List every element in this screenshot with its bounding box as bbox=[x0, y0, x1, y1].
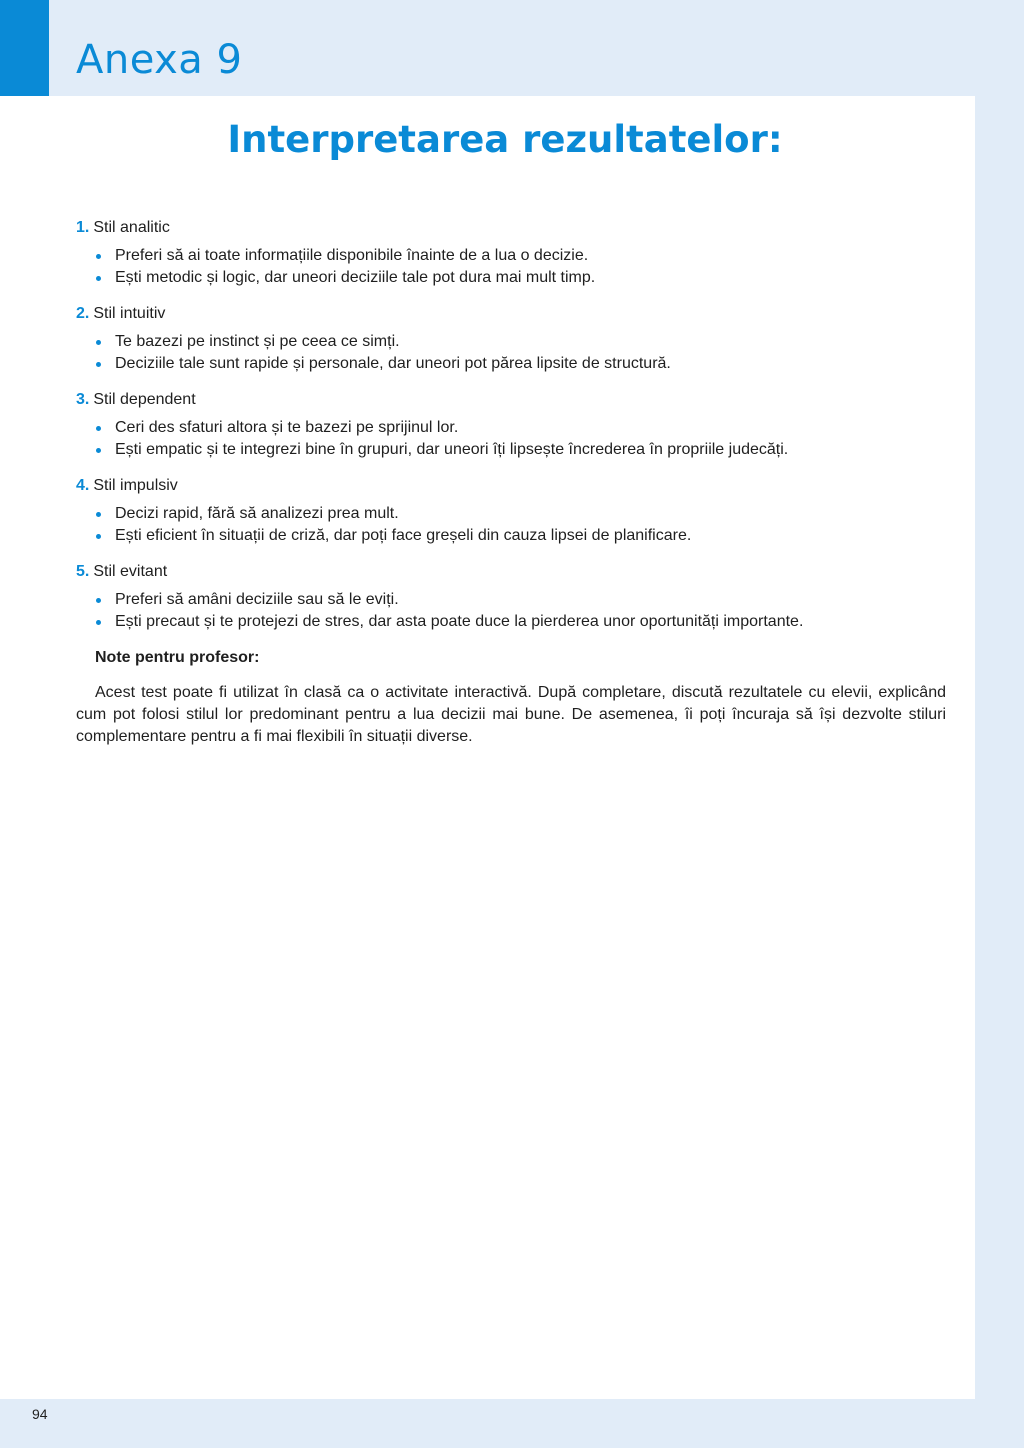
bullet-item bbox=[95, 589, 946, 611]
sections-list bbox=[76, 216, 946, 633]
bullet-dot-icon bbox=[96, 426, 101, 431]
section-title bbox=[76, 216, 946, 240]
bullet-list bbox=[76, 417, 946, 461]
page-number: 94 bbox=[32, 1406, 48, 1422]
bullet-item bbox=[95, 525, 946, 547]
section-title-text: Stil evitant bbox=[93, 563, 168, 580]
bullet-dot-icon bbox=[96, 362, 101, 367]
bullet-item bbox=[95, 417, 946, 439]
bullet-item bbox=[95, 353, 946, 375]
bullet-dot-icon bbox=[96, 448, 101, 453]
bullet-item bbox=[95, 267, 946, 289]
section-item bbox=[76, 216, 946, 289]
bullet-list bbox=[76, 503, 946, 547]
bullet-text: Te bazezi pe instinct și pe ceea ce simți. bbox=[115, 333, 400, 350]
bullet-item bbox=[95, 503, 946, 525]
section-item bbox=[76, 474, 946, 547]
bullet-list bbox=[76, 589, 946, 633]
section-title bbox=[76, 388, 946, 412]
bullet-item bbox=[95, 611, 946, 633]
section-item bbox=[76, 302, 946, 375]
bullet-item bbox=[95, 439, 946, 461]
bullet-dot-icon bbox=[96, 254, 101, 259]
section-title bbox=[76, 560, 946, 584]
notes-title: Note pentru profesor: bbox=[95, 649, 260, 666]
section-title bbox=[76, 474, 946, 498]
annex-title: Anexa 9 bbox=[76, 37, 243, 83]
bullet-dot-icon bbox=[96, 534, 101, 539]
bullet-dot-icon bbox=[96, 598, 101, 603]
section-title-text: Stil impulsiv bbox=[93, 477, 178, 494]
section-number: 2. bbox=[76, 305, 90, 322]
bullet-text: Preferi să amâni deciziile sau să le eviți. bbox=[115, 591, 399, 608]
bullet-text: Deciziile tale sunt rapide și personale, dar uneori pot părea lipsite de structură. bbox=[115, 355, 671, 372]
section-title-text: Stil intuitiv bbox=[93, 305, 166, 322]
bullet-dot-icon bbox=[96, 512, 101, 517]
bullet-text: Preferi să ai toate informațiile disponibile înainte de a lua o decizie. bbox=[115, 247, 589, 264]
section-number: 1. bbox=[76, 219, 90, 236]
page-title: Interpretarea rezultatelor: bbox=[227, 118, 783, 161]
section-title-text: Stil dependent bbox=[93, 391, 196, 408]
bullet-text: Ceri des sfaturi altora și te bazezi pe sprijinul lor. bbox=[115, 419, 459, 436]
bullet-item bbox=[95, 331, 946, 353]
bullet-list bbox=[76, 331, 946, 375]
bullet-dot-icon bbox=[96, 340, 101, 345]
section-number: 5. bbox=[76, 563, 90, 580]
section-item bbox=[76, 388, 946, 461]
section-title-text: Stil analitic bbox=[93, 219, 170, 236]
section-item bbox=[76, 560, 946, 633]
bullet-text: Ești metodic și logic, dar uneori deciziile tale pot dura mai mult timp. bbox=[115, 269, 596, 286]
bullet-dot-icon bbox=[96, 620, 101, 625]
bullet-item bbox=[95, 245, 946, 267]
notes-paragraph: Acest test poate fi utilizat în clasă ca o activitate interactivă. După completare, discută rezultatele cu elevii, explicând cum pot folosi stilul lor predominant pentru a lua decizii mai bune. De asemenea, îi poți încuraja să își dezvolte stiluri complementare pentru a fi mai flexibili în situații diverse. bbox=[76, 684, 946, 745]
header-accent-bar bbox=[0, 0, 49, 96]
section-number: 3. bbox=[76, 391, 90, 408]
section-title bbox=[76, 302, 946, 326]
bullet-list bbox=[76, 245, 946, 289]
bullet-text: Ești empatic și te integrezi bine în grupuri, dar uneori îți lipsește încrederea în propriile judecăți. bbox=[115, 441, 789, 458]
bullet-dot-icon bbox=[96, 276, 101, 281]
content-area bbox=[76, 216, 946, 748]
bullet-text: Ești precaut și te protejezi de stres, dar asta poate duce la pierderea unor oportunități importante. bbox=[115, 613, 804, 630]
bullet-text: Ești eficient în situații de criză, dar poți face greșeli din cauza lipsei de planificare. bbox=[115, 527, 692, 544]
section-number: 4. bbox=[76, 477, 90, 494]
bullet-text: Decizi rapid, fără să analizezi prea mult. bbox=[115, 505, 399, 522]
